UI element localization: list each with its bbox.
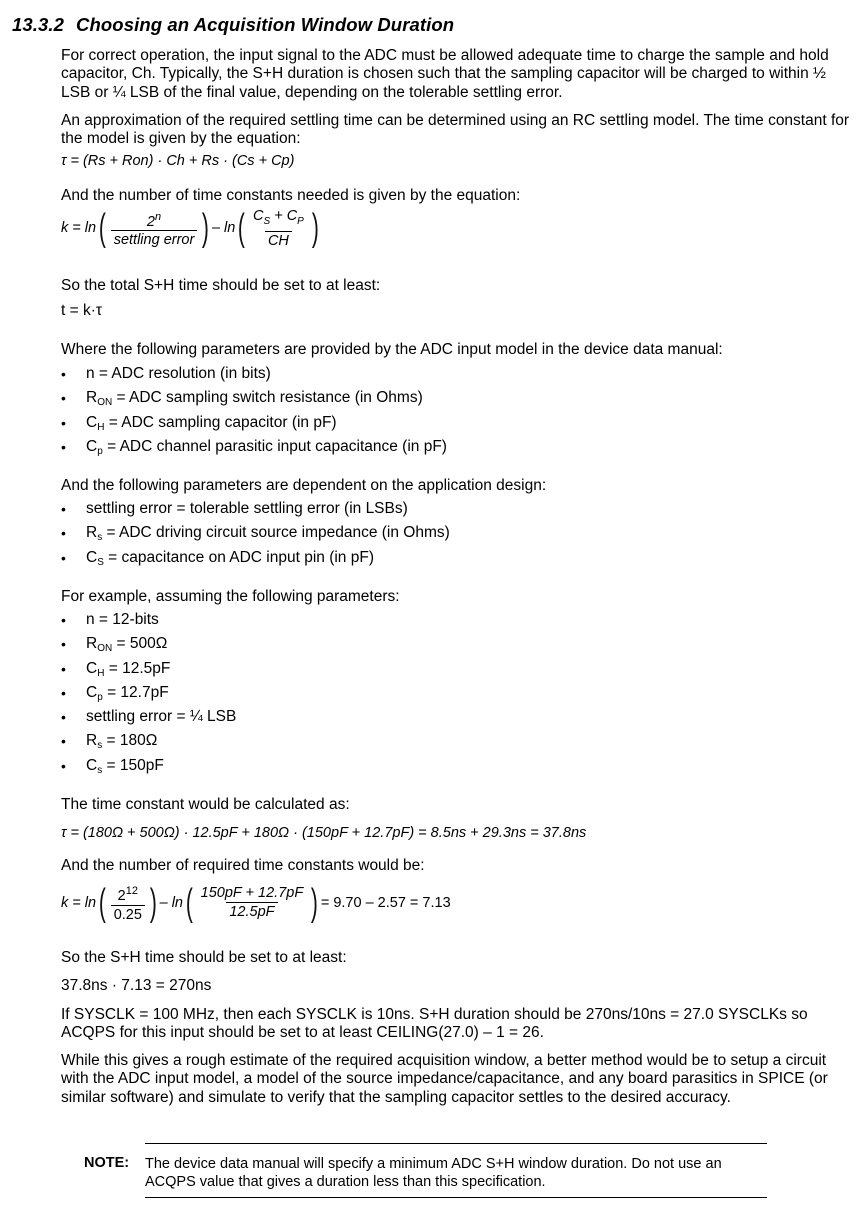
paragraph-time-constants: And the number of time constants needed is given by the equation:: [61, 187, 521, 204]
list-item: • n = 12-bits: [61, 608, 236, 632]
section-title: Choosing an Acquisition Window Duration: [76, 14, 455, 35]
eq-k-lhs: k = ln: [61, 220, 97, 237]
paragraph-rc-model: An approximation of the required settling time can be determined using an RC settling model. The time constant for the model is given by the equation:: [61, 112, 850, 148]
list-item: • $R_s = 180\Omega$: [61, 729, 236, 753]
list-item: • settling error = tolerable settling error (in LSBs): [61, 497, 450, 521]
paragraph-total-sh: So the total S+H time should be set to at least:: [61, 277, 381, 294]
list-item: • $C_s = 150pF$: [61, 754, 236, 778]
paragraph-spice: While this gives a rough estimate of the required acquisition window, a better method would be to setup a circuit with the ADC input model, a model of the source impedance/capacitance, and any board parasitics in SPICE (or similar software) and simulate to verify that the sampling capacitor settles to the desired accuracy.: [61, 1052, 828, 1106]
equation-t: t = k·τ: [61, 302, 103, 319]
list-item: • n = ADC resolution (in bits): [61, 362, 447, 386]
list-item: • $C_p$ = ADC channel parasitic input capacitance (in pF): [61, 435, 447, 459]
equation-sh: 37.8ns · 7.13 = 270ns: [61, 977, 212, 994]
paragraph-intro: For correct operation, the input signal to the ADC must be allowed adequate time to charge the sample and hold capacitor, Ch. Typically, the S+H duration is chosen such that the sampling capacitor will be charged to within ½ LSB or ¼ LSB of the final value, depending on the tolerable settling error.: [61, 47, 829, 101]
list-model-params: [61, 362, 447, 459]
section-heading: [12, 14, 454, 36]
section-number: 13.3.2: [12, 14, 65, 35]
note-top-rule: [145, 1143, 767, 1144]
equation-tau: τ = (Rs + Ron) · Ch + Rs · (Cs + Cp): [61, 153, 295, 169]
list-item: • $C_S$ = capacitance on ADC input pin (in pF): [61, 546, 450, 570]
list-item: • $R_s$ = ADC driving circuit source impedance (in Ohms): [61, 521, 450, 545]
equation-k: k = ln( $\frac{2^n}{\text{settling error}}$ ) – ln( $\frac{C_S + C_P}{CH}$ ): [61, 207, 319, 250]
list-item: • $C_H = 12.5pF$: [61, 657, 236, 681]
equation-tau-calc: τ = (180Ω + 500Ω) · 12.5pF + 180Ω · (150pF + 12.7pF) = 8.5ns + 29.3ns = 37.8ns: [61, 825, 587, 841]
list-item: • $R_{ON} = 500\Omega$: [61, 632, 236, 656]
eq-kcalc-frac2: $\frac{150pF + 12.7pF}{12.5pF}$: [200, 885, 304, 921]
eq-k-minus-ln: – ln: [211, 220, 236, 237]
list-item: • $C_p = 12.7pF$: [61, 681, 236, 705]
eq-kcalc-frac1: $\frac{2^{12}}{0.25}$: [111, 882, 145, 924]
list-example-params: [61, 608, 236, 778]
paragraph-sh-min: So the S+H time should be set to at least:: [61, 949, 347, 966]
list-item: • settling error = ¼ LSB: [61, 705, 236, 729]
equation-k-calc: k = ln( $\frac{2^{12}}{0.25}$ ) – ln( $\frac{150pF + 12.7pF}{12.5pF}$ ) = 9.70 – 2.57 = 7.13: [61, 881, 451, 924]
paragraph-design-params: And the following parameters are dependent on the application design:: [61, 477, 547, 494]
note-bottom-rule: [145, 1197, 767, 1198]
eq-kcalc-result: = 9.70 – 2.57 = 7.13: [320, 894, 451, 911]
paragraph-example: For example, assuming the following parameters:: [61, 588, 400, 605]
paragraph-tau-calc: The time constant would be calculated as:: [61, 796, 350, 813]
eq-k-frac1: $\frac{2^n}{\text{settling error}}$: [111, 208, 198, 250]
list-design-params: [61, 497, 450, 570]
note-text: The device data manual will specify a minimum ADC S+H window duration. Do not use an ACQPS value that gives a duration less than this specification.: [145, 1156, 722, 1190]
eq-kcalc-lhs: k = ln: [61, 894, 97, 911]
paragraph-sysclk: If SYSCLK = 100 MHz, then each SYSCLK is 10ns. S+H duration should be 270ns/10ns = 27.0 SYSCLKs so ACQPS for this input should be set to at least CEILING(27.0) – 1 = 26.: [61, 1006, 808, 1042]
list-item: • $R_{ON}$ = ADC sampling switch resistance (in Ohms): [61, 386, 447, 410]
note-label: NOTE:: [84, 1155, 130, 1171]
eq-kcalc-minus-ln: – ln: [159, 894, 183, 911]
paragraph-k-calc: And the number of required time constants would be:: [61, 857, 425, 874]
paragraph-model-params: Where the following parameters are provided by the ADC input model in the device data manual:: [61, 341, 723, 358]
list-item: • $C_H$ = ADC sampling capacitor (in pF): [61, 411, 447, 435]
eq-k-frac2: $\frac{C_S + C_P}{CH}$: [253, 208, 304, 249]
